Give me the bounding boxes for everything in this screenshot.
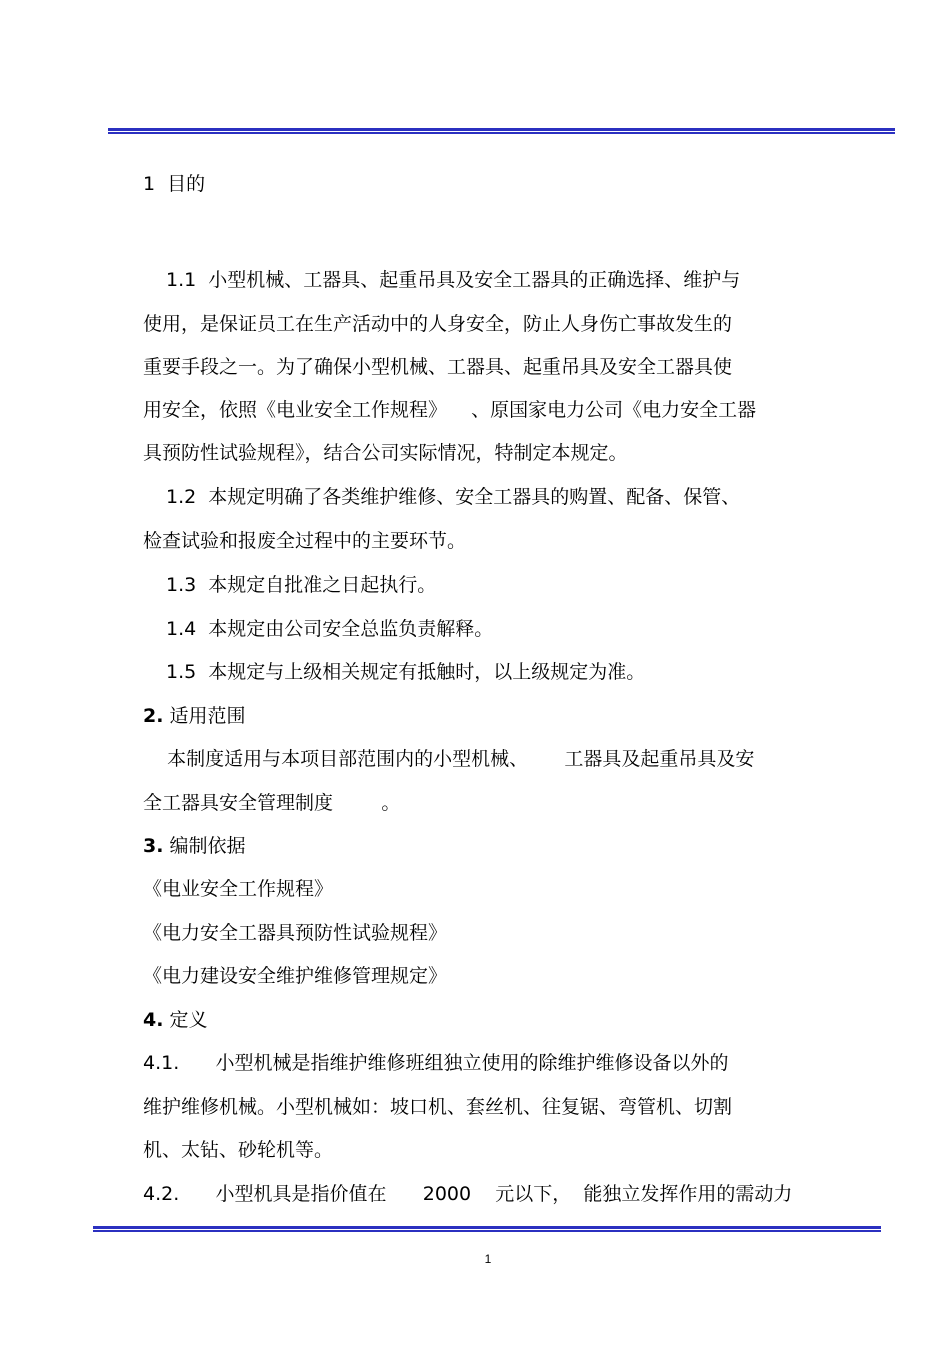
section-3-reference-2: 《电力安全工器具预防性试验规程》	[143, 922, 448, 944]
section-4-1-line-2: 维护维修机械。小型机械如：坡口机、套丝机、往复锯、弯管机、切割	[143, 1096, 733, 1118]
section-2-line-2: 全工器具安全管理制度 。	[143, 792, 401, 814]
section-4-number: 4.	[143, 1009, 164, 1031]
section-4-2-line-1: 4.2. 小型机具是指价值在 2000 元以下， 能独立发挥作用的需动力	[143, 1183, 793, 1205]
section-2-title: 适用范围	[163, 705, 246, 727]
section-1-1-line-1: 1.1 小型机械、工器具、起重吊具及安全工器具的正确选择、维护与	[166, 269, 741, 291]
section-4-1-line-1: 4.1. 小型机械是指维护维修班组独立使用的除维护维修设备以外的	[143, 1052, 729, 1074]
section-1-1-line-3: 重要手段之一。为了确保小型机械、工器具、起重吊具及安全工器具使	[143, 356, 733, 378]
section-3-reference-1: 《电业安全工作规程》	[143, 878, 334, 900]
section-1-title: 1 目的	[143, 173, 206, 195]
section-1-1-line-2: 使用，是保证员工在生产活动中的人身安全，防止人身伤亡事故发生的	[143, 313, 733, 335]
section-2-heading	[143, 704, 246, 728]
section-3-number: 3.	[143, 835, 164, 857]
section-1-1-line-4: 用安全，依照《电业安全工作规程》 、原国家电力公司《电力安全工器	[143, 399, 757, 421]
section-1-2-line-1: 1.2 本规定明确了各类维护维修、安全工器具的购置、配备、保管、	[166, 486, 741, 508]
section-4-heading	[143, 1008, 208, 1032]
header-rule	[108, 128, 895, 134]
section-4-1-line-3: 机、太钻、砂轮机等。	[143, 1139, 334, 1161]
section-3-heading	[143, 834, 246, 858]
section-4-title: 定义	[163, 1009, 208, 1031]
section-3-reference-3: 《电力建设安全维护维修管理规定》	[143, 965, 448, 987]
section-2-number: 2.	[143, 705, 164, 727]
section-1-5: 1.5 本规定与上级相关规定有抵触时，以上级规定为准。	[166, 661, 646, 683]
section-1-4: 1.4 本规定由公司安全总监负责解释。	[166, 618, 494, 640]
footer-rule	[93, 1226, 881, 1232]
section-2-line-1: 本制度适用与本项目部范围内的小型机械、 工器具及起重吊具及安	[143, 748, 755, 770]
section-1-1-line-5: 具预防性试验规程》，结合公司实际情况，特制定本规定。	[143, 442, 628, 464]
page-number: 1	[484, 1252, 492, 1266]
section-3-title: 编制依据	[163, 835, 246, 857]
section-1-3: 1.3 本规定自批准之日起执行。	[166, 574, 437, 596]
section-1-2-line-2: 检查试验和报废全过程中的主要环节。	[143, 530, 467, 552]
